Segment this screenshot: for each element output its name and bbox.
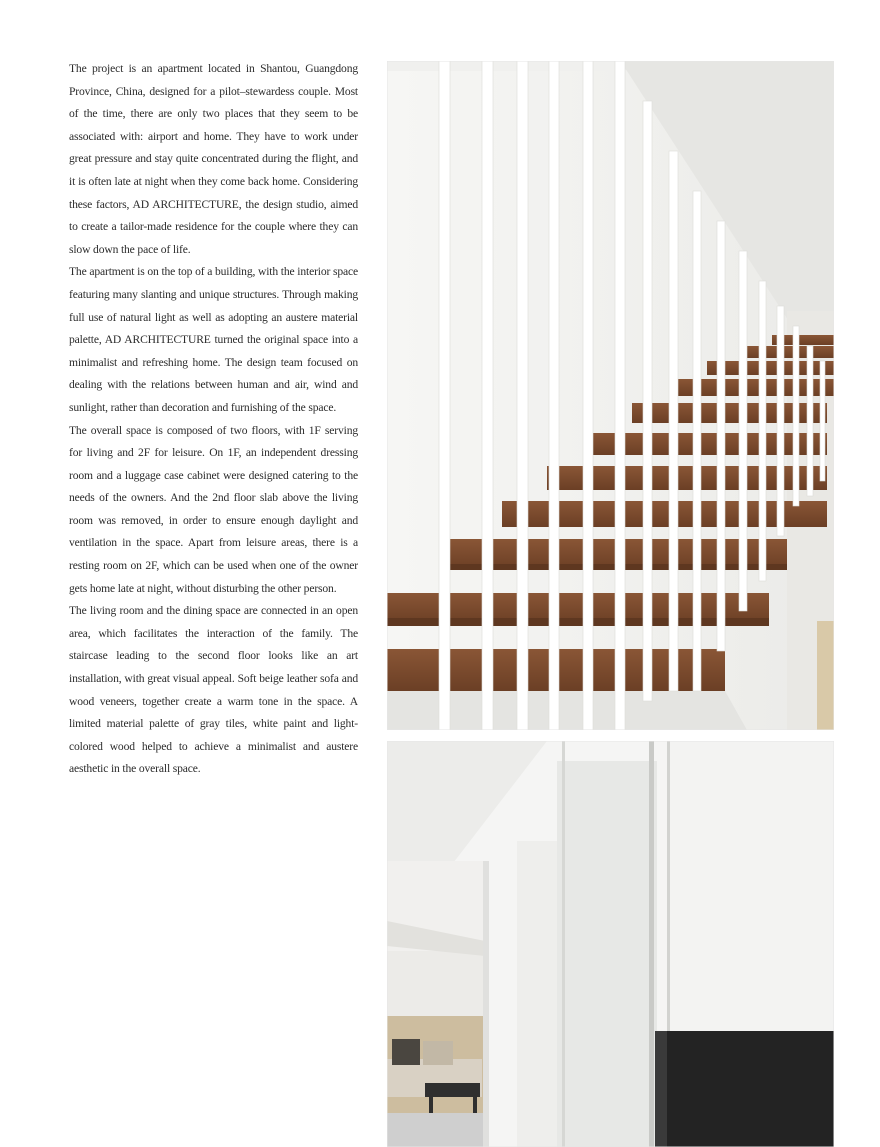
article-paragraph: The overall space is composed of two floors, with 1F serving for living and 2F for leisure. On 1F, an independent dressing room and a luggage case cabinet were designed catering to the needs of the owners. And the 2nd floor slab above the living room was removed, in order to ensure enough daylight and ventilation in the space. Apart from leisure areas, there is a resting room on 2F, which can be used when one of the owner gets home late at night, without disturbing the other person. [69, 423, 358, 595]
article-paragraph: The apartment is on the top of a building, with the interior space featuring many slanting and unique structures. Through making full use of natural light as well as adopting an austere material palette, AD ARCHITECTURE turned the original space into a minimalist and refreshing home. The design team focused on dealing with the relations between human and air, wind and sunlight, rather than decoration and furnishing of the space. [69, 265, 358, 414]
article-paragraph: The project is an apartment located in Shantou, Guangdong Province, China, designed for a pilot–stewardess couple. Most of the time, there are only two places that they seem to be associated with: airport and home. They have to work under great pressure and stay quite concentrated during the flight, and it is often late at night when they come back home. Considering these factors, AD ARCHITECTURE, the design studio, aimed to create a tailor-made residence for the couple where they can slow down the pace of life. [69, 62, 358, 256]
article-paragraph: The living room and the dining space are connected in an open area, which facilitates the interaction of the family. The staircase leading to the second floor looks like an art installation, with great visual appeal. Soft beige leather sofa and wood veneers, together create a warm tone in the space. A limited material palette of gray tiles, white paint and light-colored wood helped to achieve a minimalist and austere aesthetic in the overall space. [69, 604, 358, 776]
staircase-photo [387, 61, 834, 730]
living-room-photo [387, 741, 834, 1147]
article-text [69, 58, 358, 781]
